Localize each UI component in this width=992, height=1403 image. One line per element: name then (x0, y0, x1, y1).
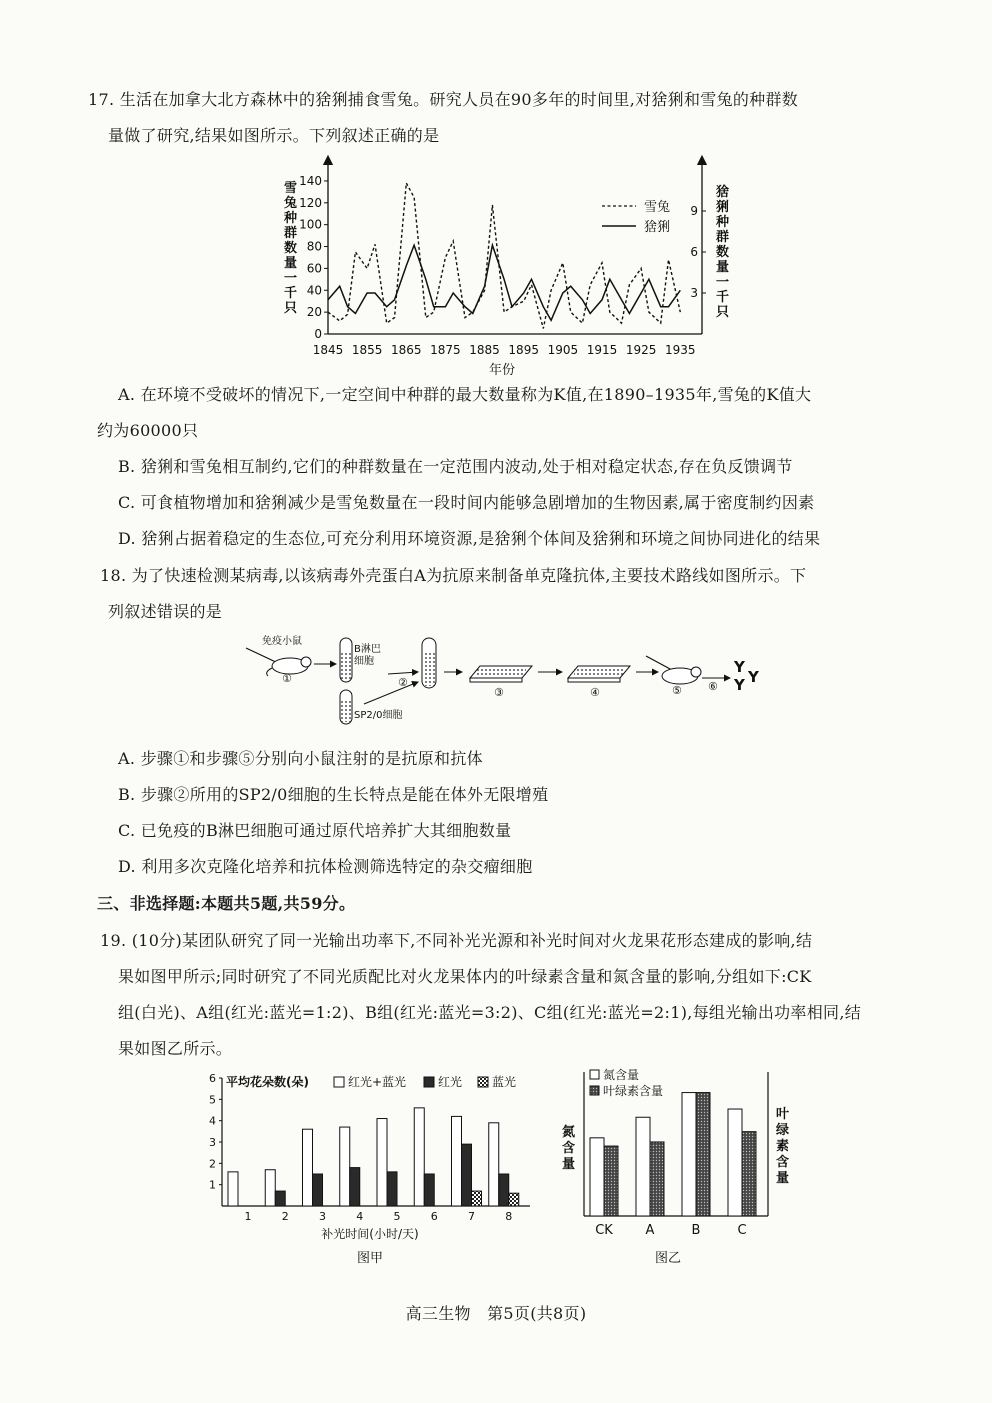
jia-y-tick-label: 6 (209, 1072, 216, 1085)
left-tick-label: 100 (299, 217, 322, 232)
legend-lynx: 猞猁 (644, 220, 671, 235)
x-tick-label: 1905 (547, 343, 579, 357)
mouse-icon (662, 667, 701, 684)
jia-bar (509, 1193, 519, 1206)
jia-bar (303, 1129, 313, 1206)
figure-jia-bar-chart (200, 1066, 540, 1276)
jia-y-tick-label: 2 (209, 1157, 216, 1171)
q17-stem-line1: 17. 生活在加拿大北方森林中的猞猁捕食雪兔。研究人员在90多年的时间里,对猞猁和雪兔的种群数 (88, 90, 799, 109)
q17-stem-line2: 量做了研究,结果如图所示。下列叙述正确的是 (108, 126, 440, 145)
left-tick-label: 60 (306, 261, 322, 276)
jia-legend-swatch (334, 1077, 344, 1087)
q17-option-b: B. 猞猁和雪兔相互制约,它们的种群数量在一定范围内波动,处于相对稳定状态,存在负反馈调节 (118, 457, 793, 476)
jia-bar (313, 1174, 323, 1206)
step-5-label: ⑤ (672, 684, 682, 697)
jia-bar (489, 1123, 499, 1206)
sp20-cell-label: SP2/0细胞 (354, 710, 403, 721)
yi-legend-label: 氮含量 (603, 1068, 640, 1082)
q17-option-a-line1: A. 在环境不受破坏的情况下,一定空间中种群的最大数量称为K值,在1890–1935年,雪兔的K值大 (118, 385, 812, 404)
fusion-tube-icon (422, 638, 436, 688)
hare-series-line (328, 183, 680, 328)
left-tick-label: 20 (306, 305, 322, 320)
x-tick-label: 1895 (508, 343, 539, 357)
yi-x-tick-label: C (737, 1223, 747, 1238)
b-cell-tube-icon (340, 638, 352, 682)
b-cell-label-2: 细胞 (354, 656, 374, 667)
jia-bar (275, 1191, 285, 1206)
yi-bar (742, 1132, 756, 1216)
step-4-label: ④ (590, 686, 600, 699)
q17-option-a-line2: 约为60000只 (97, 421, 199, 440)
q18-option-a: A. 步骤①和步骤⑤分别向小鼠注射的是抗原和抗体 (118, 749, 483, 768)
left-tick-label: 140 (299, 173, 322, 188)
antibody-icon: Y (734, 658, 745, 676)
q18-stem-line1: 18. 为了快速检测某病毒,以该病毒外壳蛋白A为抗原来制备单克隆抗体,主要技术路线如图所示。下 (100, 566, 807, 585)
jia-legend (334, 1074, 516, 1089)
section-3-heading: 三、非选择题:本题共5题,共59分。 (97, 894, 356, 913)
jia-legend-swatch (478, 1077, 488, 1087)
q17-option-c: C. 可食植物增加和猞猁减少是雪兔数量在一段时间内能够急剧增加的生物因素,属于密度制约因素 (118, 493, 815, 512)
step-3-label: ③ (494, 686, 504, 699)
immunized-mouse-label: 免疫小鼠 (262, 636, 302, 647)
sp20-tube-icon (340, 690, 352, 724)
q19-line4: 果如图乙所示。 (118, 1039, 233, 1058)
jia-bar (452, 1116, 462, 1206)
jia-y-tick-label: 3 (209, 1136, 216, 1149)
jia-y-tick-label: 4 (209, 1114, 216, 1128)
q17-option-d: D. 猞猁占据着稳定的生态位,可充分利用环境资源,是猞猁个体间及猞猁和环境之间协同进化的结果 (118, 529, 821, 548)
jia-bar (340, 1127, 350, 1206)
jia-x-tick-label: 7 (468, 1210, 475, 1223)
jia-bar (377, 1119, 387, 1206)
q19-line3: 组(白光)、A组(红光:蓝光=1:2)、B组(红光:蓝光=3:2)、C组(红光:蓝光=2:1),每组光输出功率相同,结 (118, 1003, 862, 1022)
jia-legend-label: 蓝光 (492, 1075, 517, 1089)
jia-y-tick-label: 1 (209, 1178, 216, 1192)
monoclonal-antibody-diagram (240, 628, 780, 728)
chart-legend (602, 200, 670, 235)
syringe-icon (646, 656, 672, 670)
jia-x-tick-label: 3 (319, 1210, 326, 1223)
yi-x-tick-label: CK (595, 1223, 613, 1238)
yi-legend-label: 叶绿素含量 (603, 1084, 664, 1098)
x-tick-label: 1915 (586, 343, 618, 357)
x-tick-label: 1875 (430, 343, 461, 357)
x-tick-label: 1865 (391, 343, 422, 357)
x-tick-label: 1885 (469, 343, 500, 357)
jia-x-tick-label: 8 (505, 1210, 513, 1223)
yi-figure-title: 图乙 (654, 1251, 682, 1266)
culture-plate-icon (470, 666, 532, 682)
culture-plate-icon (568, 666, 630, 682)
jia-x-tick-label: 4 (356, 1210, 364, 1223)
b-cell-label-1: B淋巴 (354, 644, 381, 655)
yi-right-axis-label: 叶绿素含量 (776, 1107, 790, 1186)
jia-legend-label: 红光+蓝光 (348, 1075, 407, 1089)
x-tick-label: 1855 (351, 343, 383, 357)
yi-bar (604, 1146, 618, 1216)
lynx-hare-chart (270, 148, 740, 380)
jia-x-tick-label: 2 (281, 1210, 289, 1223)
q18-option-b: B. 步骤②所用的SP2/0细胞的生长特点是能在体外无限增殖 (118, 785, 549, 804)
antibody-icon: Y (748, 668, 759, 686)
jia-bar (350, 1168, 360, 1206)
q18-option-d: D. 利用多次克隆化培养和抗体检测筛选特定的杂交瘤细胞 (118, 857, 533, 876)
jia-bar (265, 1170, 275, 1206)
jia-bar (424, 1174, 434, 1206)
yi-x-tick-label: B (691, 1223, 701, 1238)
yi-bar (650, 1142, 664, 1216)
x-tick-label: 1925 (625, 343, 657, 357)
figure-yi-bar-chart (556, 1066, 796, 1276)
x-tick-label: 1845 (312, 343, 344, 357)
right-tick-label: 9 (690, 204, 698, 218)
step-6-label: ⑥ (708, 680, 718, 693)
left-tick-label: 120 (299, 195, 322, 210)
jia-bar (472, 1191, 482, 1206)
jia-x-tick-label: 5 (393, 1210, 401, 1223)
yi-bar (682, 1093, 696, 1216)
jia-legend-swatch (424, 1077, 434, 1087)
q19-line1: 19. (10分)某团队研究了同一光输出功率下,不同补光光源和补光时间对火龙果花形态建成的影响,结 (100, 931, 813, 950)
antibody-icon: Y (734, 676, 745, 694)
jia-figure-title: 图甲 (356, 1251, 384, 1266)
yi-bar (696, 1093, 710, 1216)
yi-legend-swatch (590, 1070, 599, 1079)
jia-x-tick-label: 6 (430, 1210, 438, 1223)
x-axis-label: 年份 (488, 363, 516, 378)
jia-x-axis-label: 补光时间(小时/天) (321, 1227, 419, 1241)
yi-legend-swatch (590, 1086, 599, 1095)
jia-x-tick-label: 1 (244, 1210, 252, 1223)
yi-bar (590, 1138, 604, 1216)
jia-bar (228, 1172, 238, 1206)
jia-bar (499, 1174, 509, 1206)
q18-stem-line2: 列叙述错误的是 (108, 602, 223, 621)
step-2-label: ② (398, 676, 408, 689)
yi-left-axis-label: 氮含量 (562, 1125, 576, 1172)
q18-option-c: C. 已免疫的B淋巴细胞可通过原代培养扩大其细胞数量 (118, 821, 512, 840)
right-tick-label: 3 (690, 286, 698, 300)
left-axis-label: 雪兔种群数量一千只 (284, 181, 298, 316)
page-footer: 高三生物 第5页(共8页) (405, 1304, 587, 1323)
legend-hare: 雪兔 (644, 200, 671, 215)
yi-bar (636, 1117, 650, 1216)
jia-bar (462, 1144, 472, 1206)
left-tick-label: 0 (314, 327, 322, 341)
step-1-label: ① (282, 672, 292, 685)
x-tick-label: 1935 (664, 343, 696, 357)
left-tick-label: 80 (306, 239, 322, 254)
right-axis-label: 猞猁种群数量一千只 (716, 185, 730, 320)
jia-y-axis-label: 平均花朵数(朵) (226, 1075, 309, 1089)
yi-bar (728, 1109, 742, 1216)
jia-bar (414, 1108, 424, 1206)
yi-legend (590, 1068, 663, 1098)
right-tick-label: 6 (690, 245, 698, 259)
jia-bar (387, 1172, 397, 1206)
q19-line2: 果如图甲所示;同时研究了不同光质配比对火龙果体内的叶绿素含量和氮含量的影响,分组如下:CK (118, 967, 812, 986)
yi-x-tick-label: A (645, 1223, 655, 1238)
jia-legend-label: 红光 (438, 1075, 463, 1089)
left-tick-label: 40 (306, 283, 322, 298)
jia-y-tick-label: 5 (209, 1093, 216, 1107)
